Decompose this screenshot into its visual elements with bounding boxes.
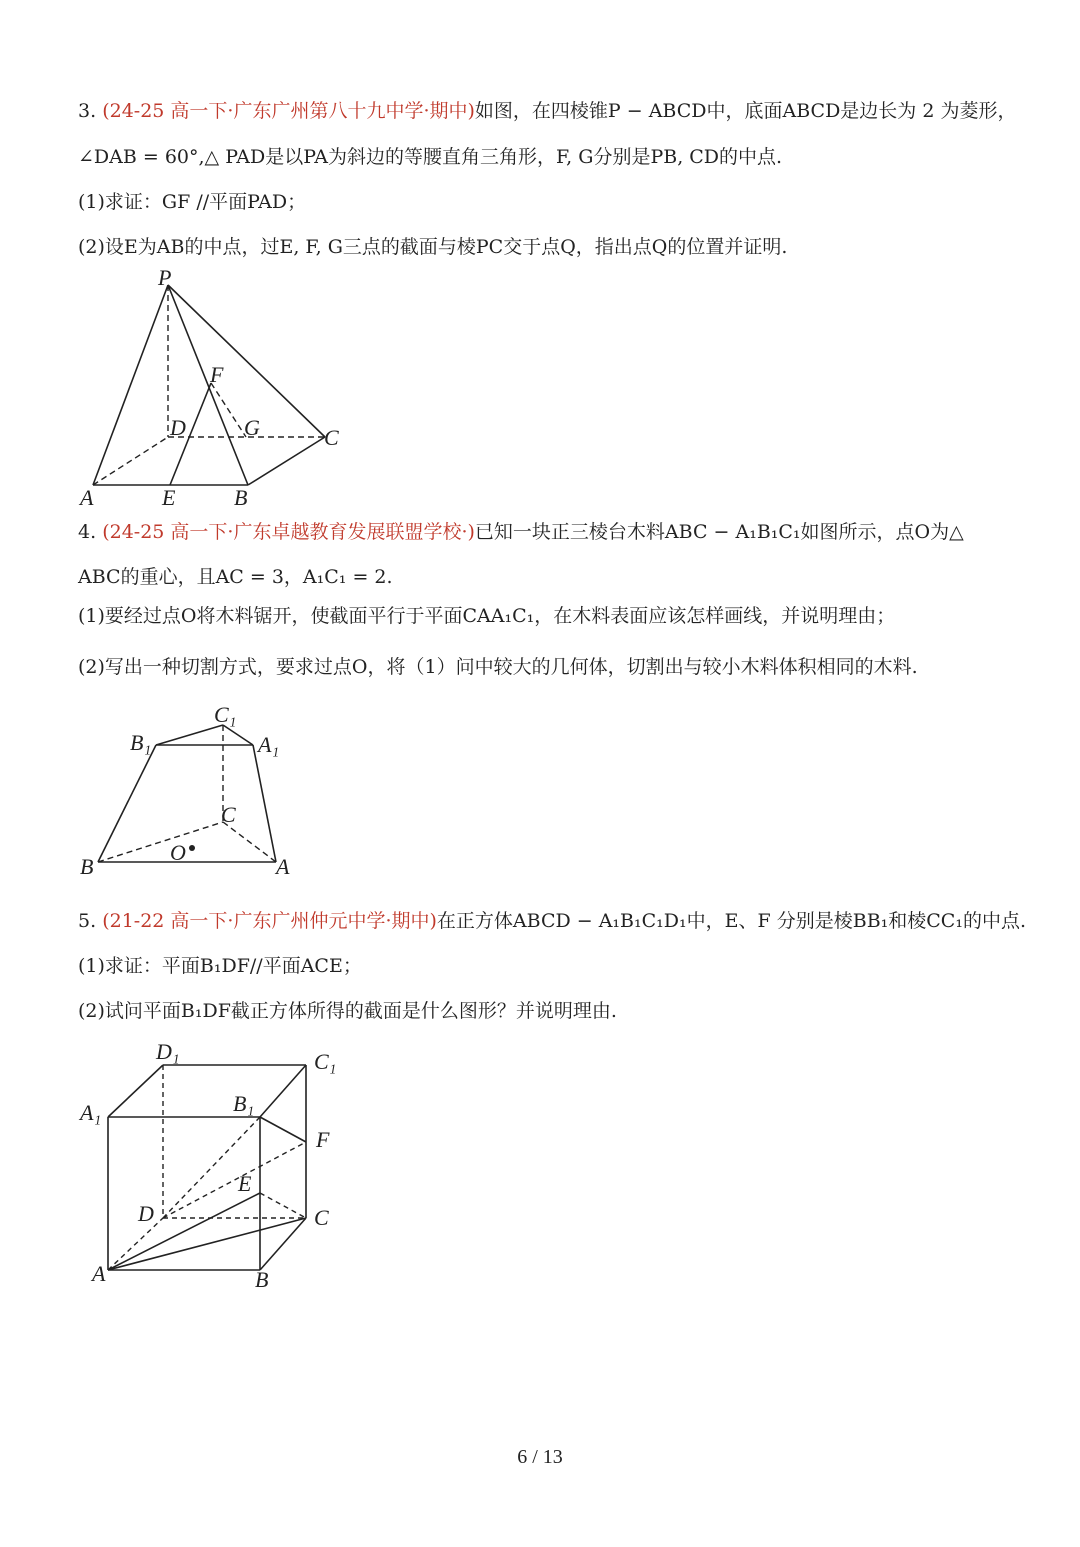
label-D: D [138,1201,154,1226]
label-B: B [255,1267,269,1292]
label-P: P [158,265,172,290]
problem-3-part2: (2)设E为AB的中点，过E, F, G三点的截面与棱PC交于点Q，指出点Q的位置并证明. [78,236,788,258]
problem-4-stem-line2: ABC的重心，且AC = 3，A₁C₁ = 2. [78,566,393,588]
problem-number: 3. [78,100,97,122]
label-C: C [324,425,339,450]
problem-5-part2: (2)试问平面B₁DF截正方体所得的截面是什么图形？并说明理由. [78,1000,617,1022]
label-C1: C₁ [214,702,237,727]
label-A: A [80,485,94,510]
cube-figure [78,1035,358,1295]
label-E: E [162,485,176,510]
problem-5-stem-line1 [78,908,1026,934]
label-D1: D₁ [156,1039,180,1064]
label-B: B [234,485,248,510]
label-A1: A₁ [80,1100,102,1125]
problem-4-part2: (2)写出一种切割方式，要求过点O，将（1）问中较大的几何体，切割出与较小木料体积相同的木料. [78,656,918,678]
pyramid-figure [80,265,360,510]
problem-source: (24-25 高一下·广东卓越教育发展联盟学校·) [102,521,475,543]
problem-4-part1: (1)要经过点O将木料锯开，使截面平行于平面CAA₁C₁，在木料表面应该怎样画线，并说明理由； [78,605,896,627]
label-E: E [238,1171,252,1196]
label-C: C [314,1205,329,1230]
label-F: F [316,1127,330,1152]
problem-4-stem-line1 [78,519,1020,545]
problem-5-part1: (1)求证：平面B₁DF//平面ACE； [78,955,362,977]
problem-stem: 如图，在四棱锥P − ABCD中，底面ABCD是边长为 2 为菱形， [474,100,1017,122]
label-A: A [276,854,290,879]
label-D: D [170,415,186,440]
label-B1: B₁ [233,1091,255,1116]
page-number: 6 / 13 [517,1446,563,1468]
label-C: C [221,802,236,827]
problem-3-stem-line1 [78,98,1020,124]
problem-stem: 已知一块正三棱台木料ABC − A₁B₁C₁如图所示，点O为△ [474,521,964,543]
frustum-figure [78,700,308,880]
label-B1: B₁ [130,730,152,755]
label-G: G [244,415,260,440]
problem-3-stem-line2: ∠DAB = 60°,△ PAD是以PA为斜边的等腰直角三角形，F, G分别是PB, CD的中点. [78,146,783,168]
label-C1: C₁ [314,1049,337,1074]
problem-stem: 在正方体ABCD − A₁B₁C₁D₁中，E、F 分别是棱BB₁和棱CC₁的中点. [436,910,1026,932]
problem-source: (21-22 高一下·广东广州仲元中学·期中) [102,910,437,932]
label-A1: A₁ [258,732,280,757]
label-B: B [80,854,94,879]
label-O: O [170,840,186,865]
label-F: F [210,362,224,387]
label-A: A [92,1261,106,1286]
problem-number: 5. [78,910,97,932]
problem-number: 4. [78,521,97,543]
problem-3-part1: (1)求证：GF //平面PAD； [78,191,307,213]
problem-source: (24-25 高一下·广东广州第八十九中学·期中) [102,100,475,122]
